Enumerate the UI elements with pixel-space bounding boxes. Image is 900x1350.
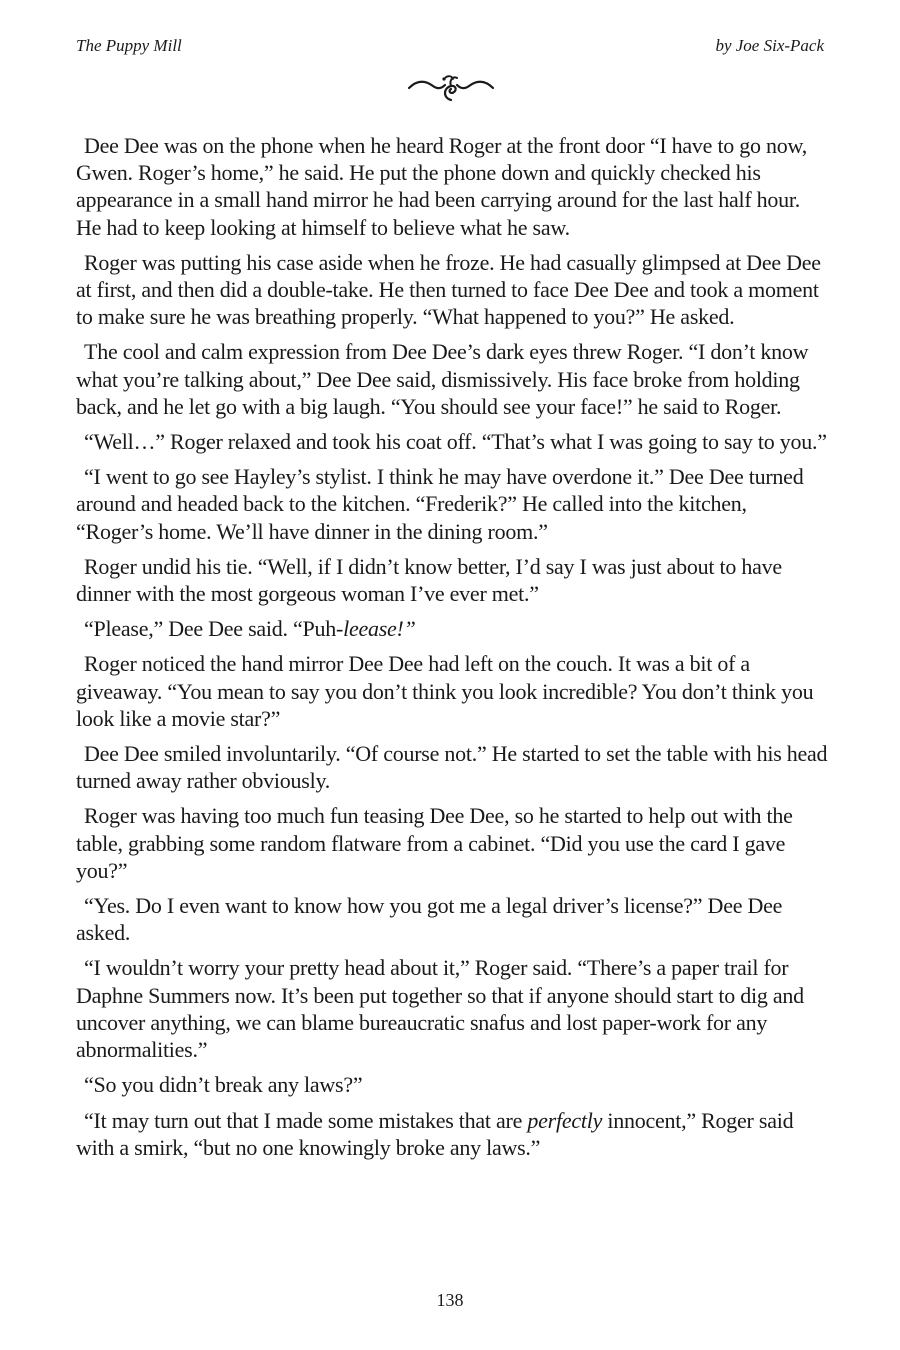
paragraph-text: innocent,” Roger said with a smirk, “but no one knowingly broke any laws.”: [76, 1107, 794, 1160]
emphasized-text: perfectly: [527, 1107, 603, 1133]
paragraph: “Well…” Roger relaxed and took his coat off. “That’s what I was going to say to you.”: [84, 429, 827, 455]
paragraph: The cool and calm expression from Dee Dee’s dark eyes threw Roger. “I don’t know what you’re talking about,” Dee Dee said, dismissively. His face broke from holding back, and he let go with a big laugh. “You should see your face!” he said to Roger.: [76, 339, 809, 419]
chapter-body: [76, 132, 828, 1169]
paragraph: [76, 1107, 828, 1161]
author-name: by Joe Six-Pack: [715, 36, 824, 55]
paragraph: Roger was putting his case aside when he froze. He had casually glimpsed at Dee Dee at first, and then did a double-take. He then turned to face Dee Dee and took a moment to make sure he was breathing properly. “What happened to you?” He asked.: [76, 249, 821, 330]
book-title: The Puppy Mill: [76, 36, 182, 55]
paragraph-text: “Please,” Dee Dee said. “Puh-: [84, 616, 344, 642]
paragraph: “I wouldn’t worry your pretty head about it,” Roger said. “There’s a paper trail for Daphne Summers now. It’s been put together so that if anyone should start to dig and uncover anything, we can blame bureaucratic snafus and lost paper-work for any abnormalities.”: [76, 955, 804, 1063]
paragraph: Dee Dee smiled involuntarily. “Of course not.” He started to set the table with his head turned away rather obviously.: [76, 741, 828, 794]
page-number: 138: [436, 1290, 464, 1310]
paragraph: [76, 615, 828, 642]
running-header: [76, 36, 824, 60]
paragraph: “Yes. Do I even want to know how you got me a legal driver’s license?” Dee Dee asked.: [76, 893, 783, 946]
paragraph: Roger was having too much fun teasing Dee Dee, so he started to help out with the table, grabbing some random flatware from a cabinet. “Did you use the card I gave you?”: [76, 803, 793, 883]
decorative-flourish-icon: [405, 70, 497, 104]
paragraph-text: “It may turn out that I made some mistakes that are: [84, 1107, 528, 1133]
paragraph: Roger undid his tie. “Well, if I didn’t know better, I’d say I was just about to have dinner with the most gorgeous woman I’ve ever met.”: [76, 553, 782, 607]
emphasized-text: leease!”: [343, 616, 416, 642]
paragraph: Dee Dee was on the phone when he heard Roger at the front door “I have to go now, Gwen. Roger’s home,” he said. He put the phone down and quickly checked his appearance in a small hand mirror he had been carrying around for the last half hour. He had to keep looking at himself to believe what he saw.: [76, 133, 808, 240]
paragraph: Roger noticed the hand mirror Dee Dee had left on the couch. It was a bit of a giveaway. “You mean to say you don’t think you look incredible? You don’t think you look like a movie star?”: [76, 651, 814, 731]
paragraph: “So you didn’t break any laws?”: [84, 1072, 363, 1098]
paragraph: “I went to go see Hayley’s stylist. I think he may have overdone it.” Dee Dee turned around and headed back to the kitchen. “Frederik?” He called into the kitchen, “Roger’s home. We’ll have dinner in the dining room.”: [76, 464, 804, 544]
